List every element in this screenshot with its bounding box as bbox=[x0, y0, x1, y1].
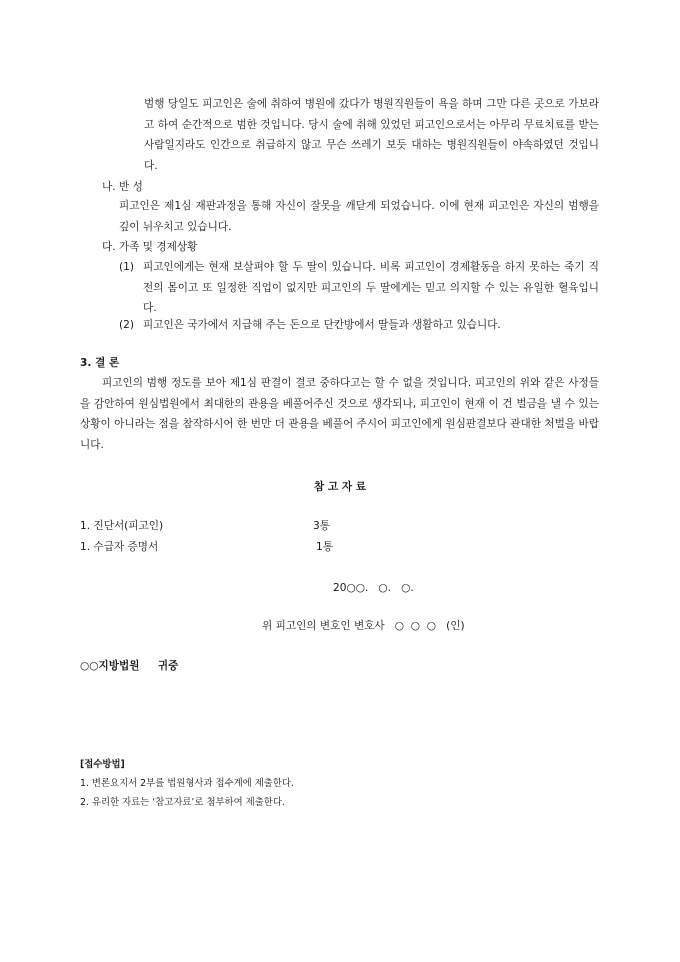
section-ga-continuation: 범행 당일도 피고인은 술에 취하여 병원에 갔다가 병원직원들이 욕을 하며 그만 다른 곳으로 가보라고 하여 순간적으로 범한 것입니다. 당시 술에 취해 있었던 피고인으로서는 아무리 무료치료를 받는 사람일지라도 인간으로 취급하지 않고 무슨 쓰레기 보듯 대하는 병원직원들이 야속하였던 것입니다. bbox=[144, 98, 599, 172]
reference-item-1-count: 3통 bbox=[313, 520, 330, 532]
references-title: 참 고 자 료 bbox=[314, 481, 366, 493]
attorney-signature: 위 피고인의 변호인 변호사 ○ ○ ○ (인) bbox=[262, 620, 465, 632]
filing-method-item-1: 1. 변론요지서 2부를 법원형사과 접수계에 제출한다. bbox=[80, 778, 294, 789]
section-na-heading: 나. 반 성 bbox=[102, 181, 143, 193]
section-da-heading: 다. 가족 및 경제상황 bbox=[102, 241, 198, 253]
document-date: 20○○. ○. ○. bbox=[333, 582, 414, 594]
family-item-2-number: (2) bbox=[119, 319, 135, 331]
reference-item-2-label: 1. 수급자 증명서 bbox=[80, 541, 159, 553]
family-item-1-text: 피고인에게는 현재 보살펴야 할 두 딸이 있습니다. 비록 피고인이 경제활동을 하지 못하는 죽기 직전의 몸이고 또 일정한 직업이 없지만 피고인의 두 딸에게는 믿고 의지할 수 있는 유일한 혈육입니다. bbox=[143, 261, 599, 314]
family-item-2-text: 피고인은 국가에서 지급해 주는 돈으로 단칸방에서 딸들과 생활하고 있습니다. bbox=[143, 319, 501, 331]
reference-item-1-label: 1. 진단서(피고인) bbox=[80, 520, 164, 532]
conclusion-heading: 3. 결 론 bbox=[80, 357, 120, 369]
family-item-1-number: (1) bbox=[119, 261, 135, 273]
filing-method-heading: [접수방법] bbox=[80, 759, 125, 770]
section-na-body: 피고인은 제1심 재판과정을 통해 자신이 잘못을 깨닫게 되었습니다. 이에 현재 피고인은 자신의 범행을 깊이 뉘우치고 있습니다. bbox=[119, 200, 599, 233]
filing-method-item-2: 2. 유리한 자료는 ‘참고자료’로 첨부하여 제출한다. bbox=[80, 797, 285, 808]
reference-item-2-count: 1통 bbox=[316, 541, 333, 553]
conclusion-body: 피고인의 범행 정도를 보아 제1심 판결이 결코 중하다고는 할 수 없을 것입니다. 피고인의 위와 같은 사정들을 감안하여 원심법원에서 최대한의 관용을 베풀어주신 것으로 생각되나, 피고인이 현재 이 건 벌금을 낼 수 있는 상황이 아니라는 점을 참작하시어 한 번만 더 관용을 베풀어 주시어 피고인에게 원심판결보다 관대한 처벌을 바랍니다. bbox=[80, 377, 599, 451]
court-addressee: ○○지방법원 귀중 bbox=[80, 660, 179, 672]
